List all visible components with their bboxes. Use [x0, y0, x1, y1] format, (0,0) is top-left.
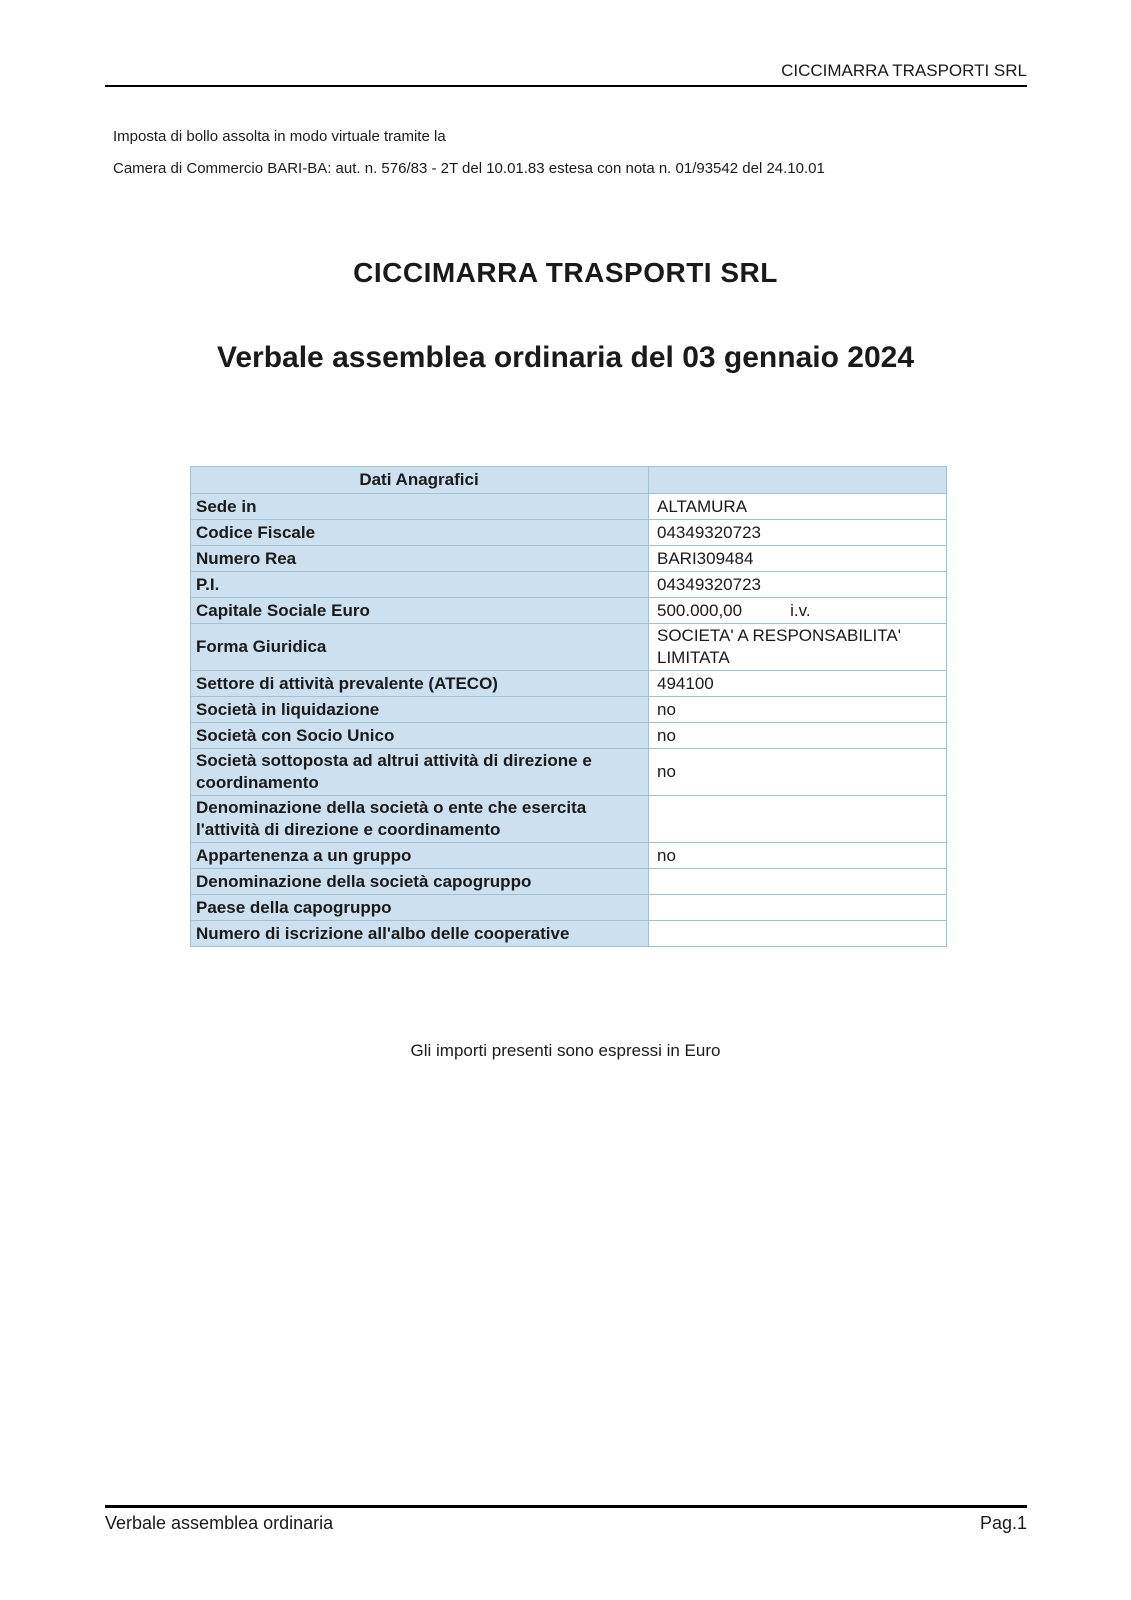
row-label: Paese della capogruppo — [191, 895, 649, 921]
table-row — [191, 624, 947, 671]
row-value — [649, 671, 947, 697]
row-value-text: 500.000,00 — [657, 600, 743, 620]
row-label: Denominazione della società capogruppo — [191, 869, 649, 895]
row-label: Denominazione della società o ente che esercita l'attività di direzione e coordinamento — [191, 796, 649, 843]
row-label: Sede in — [191, 494, 649, 520]
dati-anagrafici-body — [191, 494, 947, 947]
row-value — [649, 895, 947, 921]
row-value-note: i.v. — [790, 600, 811, 620]
table-row — [191, 598, 947, 624]
row-label: Numero Rea — [191, 546, 649, 572]
table-header-title: Dati Anagrafici — [191, 467, 649, 494]
table-row — [191, 843, 947, 869]
row-value — [649, 546, 947, 572]
row-value-text: no — [657, 845, 676, 865]
dati-anagrafici-table — [190, 466, 947, 947]
row-value — [649, 572, 947, 598]
row-label: Forma Giuridica — [191, 624, 649, 671]
table-row — [191, 723, 947, 749]
euro-note: Gli importi presenti sono espressi in Euro — [410, 1041, 721, 1060]
page-footer — [105, 1505, 1027, 1534]
row-value — [649, 723, 947, 749]
stamp-line-1: Imposta di bollo assolta in modo virtuale tramite la — [113, 128, 446, 145]
row-label: Società con Socio Unico — [191, 723, 649, 749]
row-label: Codice Fiscale — [191, 520, 649, 546]
row-label: Appartenenza a un gruppo — [191, 843, 649, 869]
table-row — [191, 921, 947, 947]
row-value-text: 494100 — [657, 673, 714, 693]
row-value — [649, 520, 947, 546]
row-value-text: no — [657, 699, 676, 719]
table-row — [191, 494, 947, 520]
stamp-line-2: Camera di Commercio BARI-BA: aut. n. 576/83 - 2T del 10.01.83 estesa con nota n. 01/93542 del 24.10.01 — [113, 160, 825, 177]
row-label: P.I. — [191, 572, 649, 598]
table-row — [191, 869, 947, 895]
row-value-text: SOCIETA' A RESPONSABILITA' LIMITATA — [657, 626, 901, 667]
table-row — [191, 697, 947, 723]
page-subtitle: Verbale assemblea ordinaria del 03 gennaio 2024 — [216, 341, 915, 374]
row-label: Società sottoposta ad altrui attività di direzione e coordinamento — [191, 749, 649, 796]
running-header — [105, 60, 1027, 87]
row-label: Settore di attività prevalente (ATECO) — [191, 671, 649, 697]
row-value — [649, 598, 947, 624]
row-value — [649, 843, 947, 869]
row-value — [649, 869, 947, 895]
footer-page-number: Pag.1 — [979, 1513, 1027, 1533]
table-row — [191, 796, 947, 843]
table-row — [191, 546, 947, 572]
row-value — [649, 796, 947, 843]
row-value-text: 04349320723 — [657, 522, 762, 542]
page-title: CICCIMARRA TRASPORTI SRL — [353, 257, 778, 288]
table-row — [191, 671, 947, 697]
row-value-text: ALTAMURA — [657, 496, 748, 516]
row-label: Numero di iscrizione all'albo delle cooperative — [191, 921, 649, 947]
table-header-row — [191, 467, 947, 494]
row-value-text: no — [657, 725, 676, 745]
footer-document-name: Verbale assemblea ordinaria — [105, 1513, 334, 1533]
table-row — [191, 895, 947, 921]
row-value — [649, 921, 947, 947]
row-value — [649, 749, 947, 796]
stamp-block — [113, 121, 825, 185]
table-row — [191, 749, 947, 796]
table-row — [191, 520, 947, 546]
row-value-text: BARI309484 — [657, 548, 754, 568]
row-value-text: no — [657, 762, 676, 781]
table-header-spacer — [649, 467, 947, 494]
table-row — [191, 572, 947, 598]
row-label: Capitale Sociale Euro — [191, 598, 649, 624]
row-value — [649, 624, 947, 671]
row-value — [649, 494, 947, 520]
running-header-company: CICCIMARRA TRASPORTI SRL — [781, 61, 1027, 80]
row-value-text: 04349320723 — [657, 574, 762, 594]
row-label: Società in liquidazione — [191, 697, 649, 723]
row-value — [649, 697, 947, 723]
